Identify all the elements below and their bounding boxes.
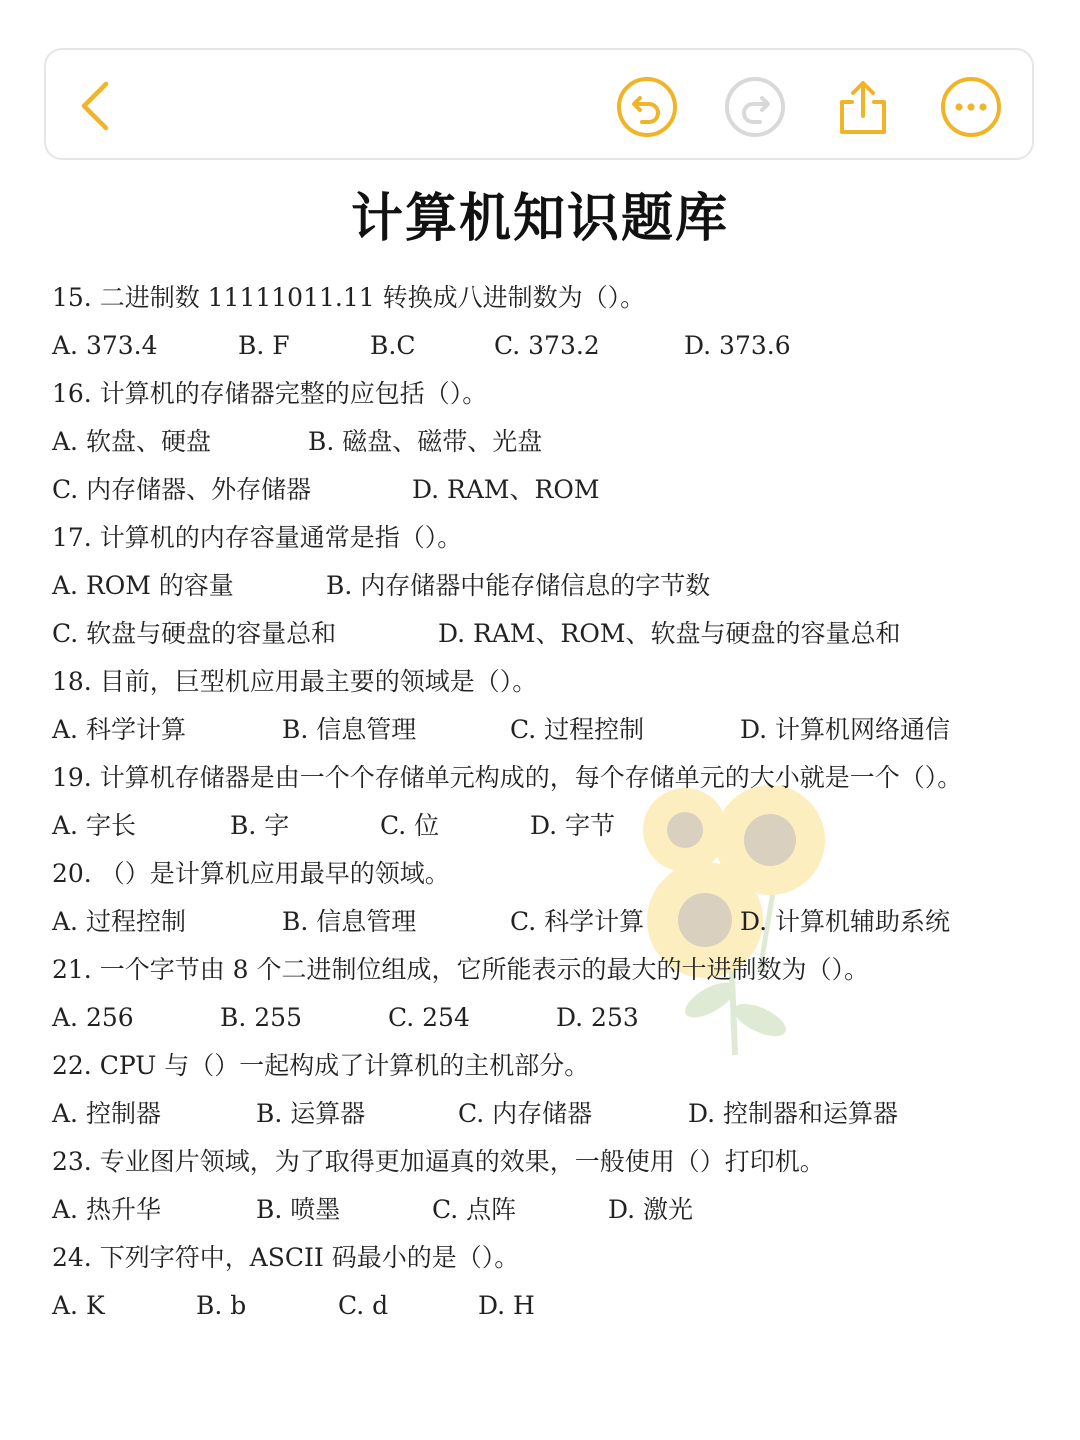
more-icon[interactable] — [940, 76, 1002, 138]
question-text: 16. 计算机的存储器完整的应包括（）。 — [52, 379, 488, 408]
option-d[interactable]: D. 字节 — [530, 811, 616, 840]
option-c[interactable]: C. 位 — [380, 811, 440, 840]
option-row — [52, 562, 1042, 610]
undo-icon[interactable] — [616, 76, 678, 138]
option-c[interactable]: C. 内存储器 — [458, 1099, 593, 1128]
option-d[interactable]: D. 计算机网络通信 — [740, 715, 951, 744]
option-d[interactable]: D. RAM、ROM — [412, 475, 600, 504]
option-a[interactable]: A. 科学计算 — [52, 715, 186, 744]
option-a[interactable]: A. 软盘、硬盘 — [52, 427, 211, 456]
question-text: 22. CPU 与（）一起构成了计算机的主机部分。 — [52, 1051, 590, 1080]
option-d[interactable]: D. 激光 — [608, 1195, 694, 1224]
option-a[interactable]: A. K — [52, 1291, 105, 1320]
option-row — [52, 706, 1042, 754]
option-row — [52, 994, 1042, 1042]
option-c[interactable]: C. d — [338, 1291, 389, 1320]
option-row — [52, 1282, 1042, 1330]
option-row — [52, 466, 1042, 514]
option-c[interactable]: C. 软盘与硬盘的容量总和 — [52, 619, 337, 648]
option-d[interactable]: D. 373.6 — [684, 331, 791, 360]
option-b[interactable]: B. 内存储器中能存储信息的字节数 — [326, 571, 711, 600]
question-text: 24. 下列字符中，ASCII 码最小的是（）。 — [52, 1243, 520, 1272]
question-text: 19. 计算机存储器是由一个个存储单元构成的，每个存储单元的大小就是一个（）。 — [52, 763, 963, 792]
option-c[interactable]: C. 过程控制 — [510, 715, 645, 744]
question-text: 20. （）是计算机应用最早的领域。 — [52, 859, 450, 888]
option-a[interactable]: A. 过程控制 — [52, 907, 186, 936]
question-23 — [52, 1138, 1042, 1234]
option-d[interactable]: D. RAM、ROM、软盘与硬盘的容量总和 — [438, 619, 901, 648]
share-icon[interactable] — [834, 78, 892, 138]
question-18 — [52, 658, 1042, 754]
question-20 — [52, 850, 1042, 946]
question-22 — [52, 1042, 1042, 1138]
option-b[interactable]: B. 255 — [220, 1003, 302, 1032]
question-list — [52, 274, 1042, 1330]
option-a[interactable]: A. 字长 — [52, 811, 136, 840]
question-text: 18. 目前，巨型机应用最主要的领域是（）。 — [52, 667, 538, 696]
page-title: 计算机知识题库 — [350, 189, 729, 249]
option-row — [52, 610, 1042, 658]
option-b[interactable]: B. 字 — [230, 811, 290, 840]
redo-icon[interactable] — [724, 76, 786, 138]
option-b[interactable]: B. 信息管理 — [282, 715, 417, 744]
option-b[interactable]: B. F — [238, 331, 290, 360]
option-c[interactable]: C. 254 — [388, 1003, 470, 1032]
question-15 — [52, 274, 1042, 370]
option-a[interactable]: A. 256 — [52, 1003, 134, 1032]
option-c[interactable]: C. 373.2 — [494, 331, 600, 360]
option-row — [52, 322, 1042, 370]
option-row — [52, 898, 1042, 946]
question-text: 15. 二进制数 11111011.11 转换成八进制数为（）。 — [52, 283, 646, 312]
question-24 — [52, 1234, 1042, 1330]
option-a[interactable]: A. 控制器 — [52, 1099, 161, 1128]
option-d[interactable]: D. 控制器和运算器 — [688, 1099, 899, 1128]
option-d[interactable]: D. 253 — [556, 1003, 639, 1032]
question-21 — [52, 946, 1042, 1042]
option-a[interactable]: A. 热升华 — [52, 1195, 161, 1224]
option-b2[interactable]: B.C — [370, 331, 416, 360]
question-text: 23. 专业图片领域，为了取得更加逼真的效果，一般使用（）打印机。 — [52, 1147, 825, 1176]
question-text: 17. 计算机的内存容量通常是指（）。 — [52, 523, 463, 552]
option-c[interactable]: C. 点阵 — [432, 1195, 517, 1224]
option-row — [52, 418, 1042, 466]
option-b[interactable]: B. 磁盘、磁带、光盘 — [308, 427, 543, 456]
option-a[interactable]: A. 373.4 — [52, 331, 158, 360]
question-19 — [52, 754, 1042, 850]
option-a[interactable]: A. ROM 的容量 — [52, 571, 234, 600]
option-row — [52, 802, 1042, 850]
option-b[interactable]: B. 运算器 — [256, 1099, 366, 1128]
question-text: 21. 一个字节由 8 个二进制位组成，它所能表示的最大的十进制数为（）。 — [52, 955, 870, 984]
question-16 — [52, 370, 1042, 514]
chevron-left-icon[interactable] — [76, 80, 116, 132]
option-d[interactable]: D. H — [478, 1291, 535, 1320]
option-d[interactable]: D. 计算机辅助系统 — [740, 907, 951, 936]
option-b[interactable]: B. 喷墨 — [256, 1195, 341, 1224]
option-b[interactable]: B. 信息管理 — [282, 907, 417, 936]
option-c[interactable]: C. 内存储器、外存储器 — [52, 475, 312, 504]
option-row — [52, 1186, 1042, 1234]
option-c[interactable]: C. 科学计算 — [510, 907, 645, 936]
question-17 — [52, 514, 1042, 658]
top-toolbar — [44, 48, 1034, 160]
option-row — [52, 1090, 1042, 1138]
option-b[interactable]: B. b — [196, 1291, 247, 1320]
